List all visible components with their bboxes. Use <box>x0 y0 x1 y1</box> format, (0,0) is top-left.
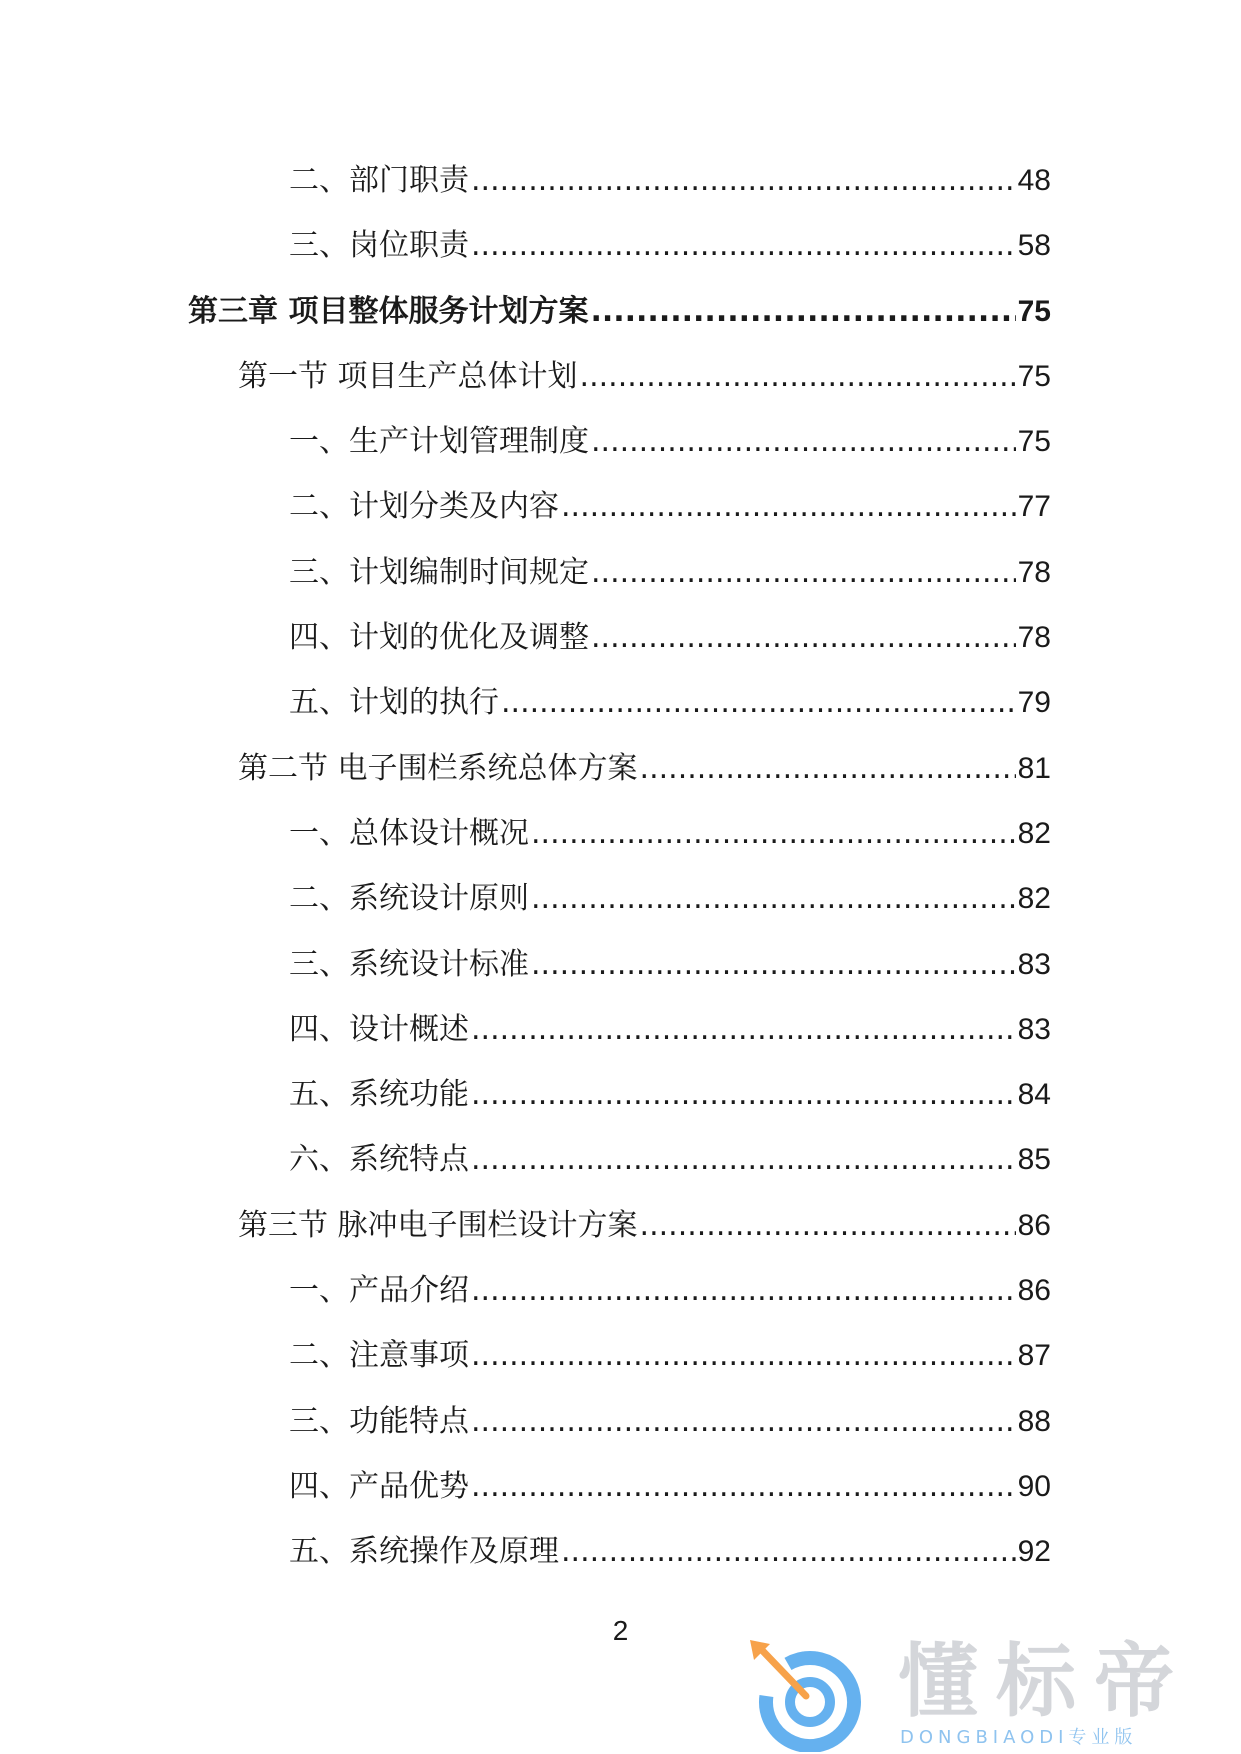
toc-dot-leader <box>471 226 1016 266</box>
toc-entry-title: 一、总体设计概况 <box>289 815 529 851</box>
toc-entry[interactable] <box>0 161 1241 226</box>
toc-entry[interactable] <box>0 618 1241 683</box>
toc-entry-title: 一、产品介绍 <box>289 1273 469 1309</box>
toc-entry-title: 第三章 项目整体服务计划方案 <box>188 293 589 329</box>
toc-entry-title: 五、计划的执行 <box>289 685 499 721</box>
toc-entry[interactable] <box>0 1010 1241 1075</box>
toc-entry-title: 四、产品优势 <box>289 1468 469 1504</box>
toc-entry-title: 六、系统特点 <box>289 1142 469 1178</box>
toc-entry-title: 第三节 脉冲电子围栏设计方案 <box>238 1207 638 1243</box>
toc-dot-leader <box>471 161 1016 201</box>
toc-entry[interactable] <box>0 1075 1241 1140</box>
toc-entry-title: 一、生产计划管理制度 <box>289 424 589 460</box>
toc-dot-leader <box>501 683 1016 723</box>
watermark <box>748 1635 1228 1750</box>
toc-entry-page: 82 <box>1017 882 1051 916</box>
toc-entry[interactable] <box>0 814 1241 879</box>
toc-dot-leader <box>531 814 1016 854</box>
table-of-contents <box>0 161 1241 1598</box>
toc-dot-leader <box>561 1532 1016 1572</box>
toc-entry-page: 92 <box>1017 1535 1051 1569</box>
toc-entry-page: 78 <box>1017 621 1051 655</box>
toc-entry[interactable] <box>0 749 1241 814</box>
toc-entry-title: 三、功能特点 <box>289 1403 469 1439</box>
toc-entry[interactable] <box>0 879 1241 944</box>
toc-entry-title: 第二节 电子围栏系统总体方案 <box>238 750 638 786</box>
toc-entry[interactable] <box>0 1140 1241 1205</box>
toc-entry-page: 90 <box>1017 1469 1051 1503</box>
toc-entry-page: 75 <box>1017 359 1051 393</box>
toc-dot-leader <box>471 1402 1016 1442</box>
toc-entry[interactable] <box>0 683 1241 748</box>
toc-entry[interactable] <box>0 945 1241 1010</box>
toc-entry-title: 二、系统设计原则 <box>289 881 529 917</box>
toc-dot-leader <box>640 749 1016 789</box>
toc-entry-page: 84 <box>1017 1078 1051 1112</box>
target-arrow-icon <box>748 1640 868 1752</box>
toc-dot-leader <box>590 292 1015 332</box>
toc-entry-page: 79 <box>1017 686 1051 720</box>
toc-dot-leader <box>591 618 1016 658</box>
toc-entry-page: 48 <box>1017 164 1051 197</box>
toc-entry-page: 75 <box>1017 425 1051 459</box>
toc-entry[interactable] <box>0 487 1241 552</box>
toc-entry-page: 77 <box>1017 490 1051 524</box>
toc-dot-leader <box>471 1271 1016 1311</box>
toc-entry-title: 二、部门职责 <box>289 163 469 198</box>
toc-dot-leader <box>471 1336 1016 1376</box>
toc-entry[interactable] <box>0 1336 1241 1401</box>
toc-entry-page: 88 <box>1017 1404 1051 1438</box>
toc-entry-page: 58 <box>1017 229 1051 263</box>
toc-entry-page: 75 <box>1017 294 1051 328</box>
toc-entry[interactable] <box>0 357 1241 422</box>
watermark-subtitle: DONGBIAODI专业版 <box>900 1727 1138 1748</box>
toc-entry[interactable] <box>0 553 1241 618</box>
watermark-brand: 懂标帝 <box>898 1635 1192 1728</box>
toc-entry-title: 四、设计概述 <box>289 1011 469 1047</box>
toc-entry-page: 86 <box>1017 1274 1051 1308</box>
toc-entry-page: 83 <box>1017 947 1051 981</box>
toc-entry-title: 三、计划编制时间规定 <box>289 554 589 590</box>
toc-dot-leader <box>471 1467 1016 1507</box>
toc-entry-title: 第一节 项目生产总体计划 <box>238 358 578 394</box>
toc-entry-title: 二、计划分类及内容 <box>289 489 559 525</box>
toc-entry-page: 87 <box>1017 1339 1051 1373</box>
toc-entry-page: 78 <box>1017 555 1051 589</box>
toc-entry[interactable] <box>0 1402 1241 1467</box>
toc-entry-title: 三、岗位职责 <box>289 228 469 264</box>
toc-entry[interactable] <box>0 292 1241 357</box>
page-number: 2 <box>612 1615 629 1646</box>
toc-entry-page: 81 <box>1017 751 1051 785</box>
toc-entry[interactable] <box>0 1467 1241 1532</box>
toc-entry-page: 82 <box>1017 816 1051 850</box>
toc-dot-leader <box>561 487 1016 527</box>
toc-entry[interactable] <box>0 1271 1241 1336</box>
toc-dot-leader <box>591 553 1016 593</box>
toc-entry-page: 86 <box>1017 1208 1051 1242</box>
toc-entry[interactable] <box>0 1206 1241 1271</box>
toc-entry-title: 二、注意事项 <box>289 1338 469 1374</box>
toc-dot-leader <box>471 1075 1016 1115</box>
toc-entry-page: 85 <box>1017 1143 1051 1177</box>
toc-dot-leader <box>471 1140 1016 1180</box>
toc-entry-title: 四、计划的优化及调整 <box>289 620 589 656</box>
toc-dot-leader <box>580 357 1016 397</box>
toc-entry-title: 五、系统功能 <box>289 1077 469 1113</box>
toc-dot-leader <box>471 1010 1016 1050</box>
toc-entry-title: 五、系统操作及原理 <box>289 1534 559 1570</box>
toc-dot-leader <box>531 945 1016 985</box>
toc-entry[interactable] <box>0 226 1241 291</box>
toc-dot-leader <box>591 422 1016 462</box>
toc-entry-title: 三、系统设计标准 <box>289 946 529 982</box>
toc-entry-page: 83 <box>1017 1012 1051 1046</box>
toc-dot-leader <box>640 1206 1016 1246</box>
toc-entry[interactable] <box>0 422 1241 487</box>
toc-dot-leader <box>531 879 1016 919</box>
toc-entry[interactable] <box>0 1532 1241 1597</box>
